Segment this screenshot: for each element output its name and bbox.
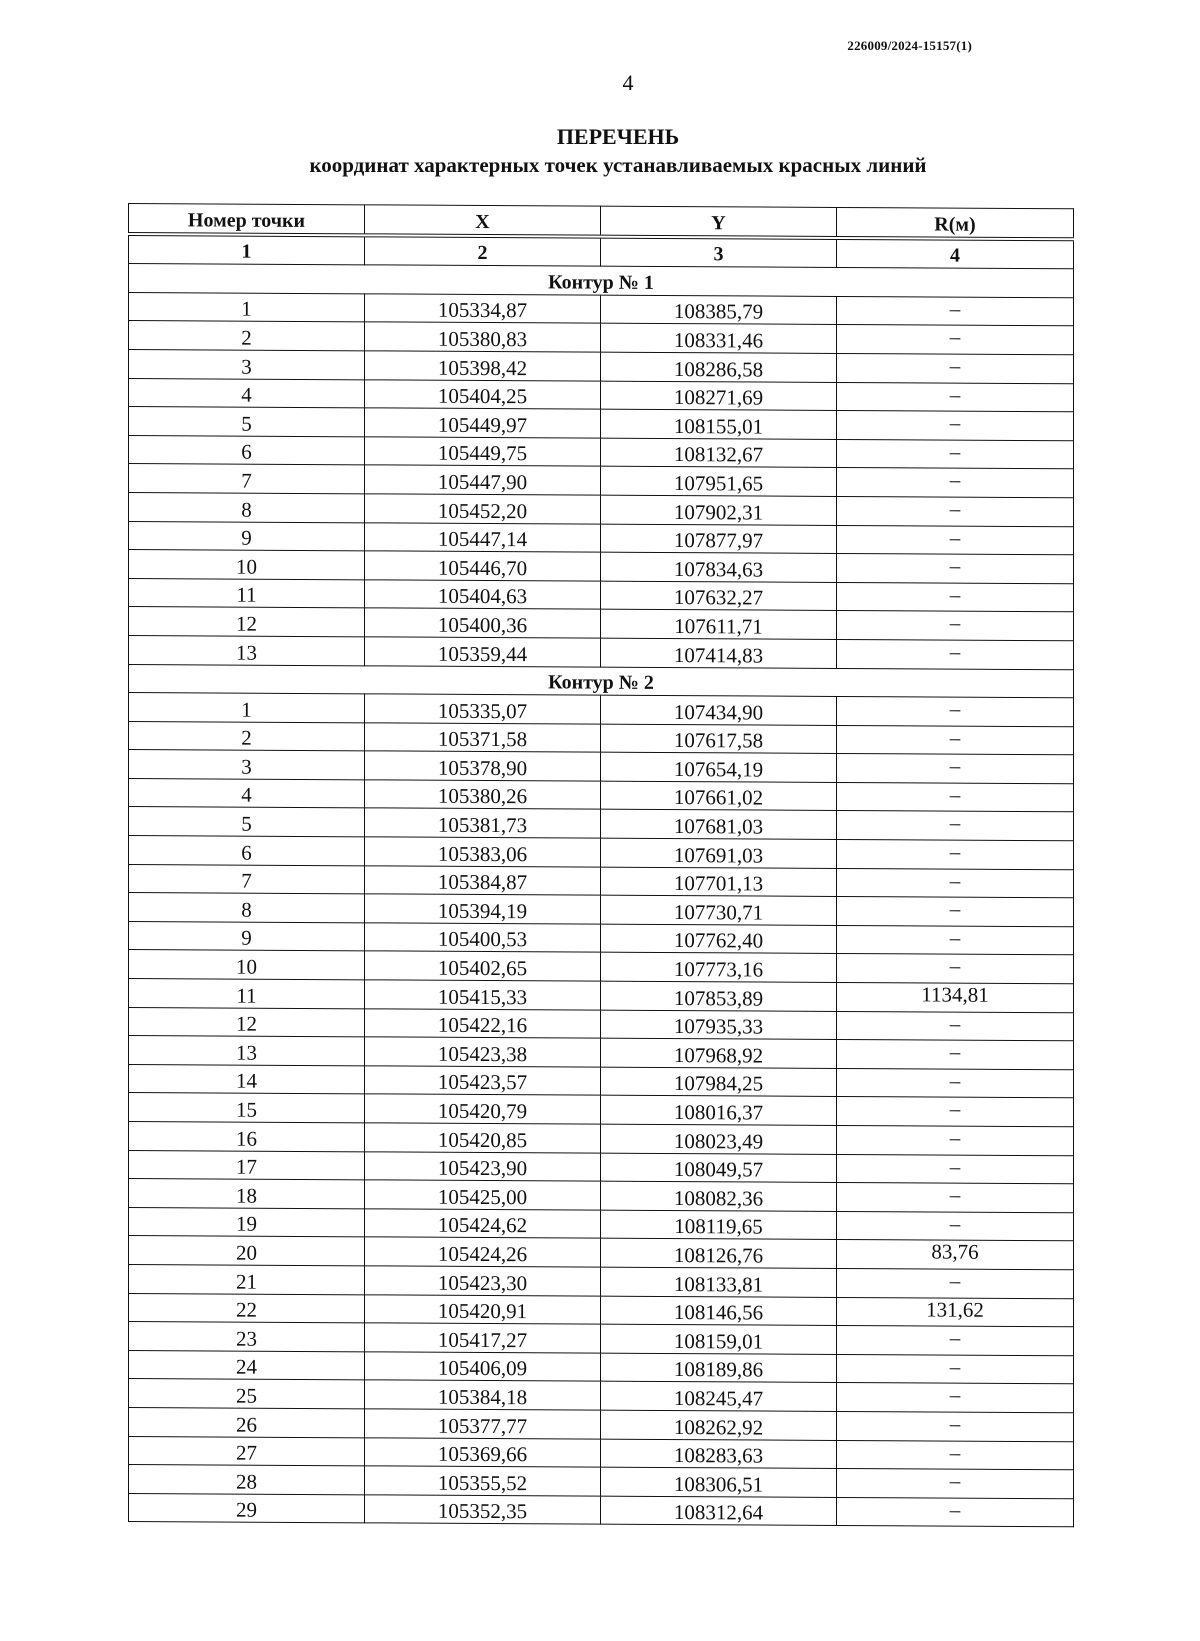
x-coordinate-cell: 105334,87 xyxy=(365,294,601,324)
x-coordinate-cell: 105415,33 xyxy=(365,980,601,1010)
radius-cell: 1134,81 xyxy=(837,982,1074,1012)
y-coordinate-cell: 108262,92 xyxy=(601,1410,837,1440)
x-coordinate-cell: 105384,18 xyxy=(365,1380,601,1410)
point-number-cell: 5 xyxy=(129,807,365,837)
x-coordinate-cell: 105447,90 xyxy=(365,465,601,495)
point-number-cell: 17 xyxy=(129,1150,365,1180)
x-coordinate-cell: 105404,25 xyxy=(365,379,601,409)
x-coordinate-cell: 105380,26 xyxy=(365,780,601,810)
x-coordinate-cell: 105335,07 xyxy=(365,694,601,724)
radius-cell: – xyxy=(837,1268,1074,1298)
point-number-cell: 13 xyxy=(129,635,365,665)
x-coordinate-cell: 105425,00 xyxy=(365,1180,601,1210)
radius-cell: – xyxy=(837,525,1074,555)
radius-cell: – xyxy=(837,468,1074,498)
radius-cell: – xyxy=(837,1068,1074,1098)
y-coordinate-cell: 107611,71 xyxy=(601,609,837,639)
point-number-cell: 11 xyxy=(129,979,365,1009)
y-coordinate-cell: 107877,97 xyxy=(601,524,837,554)
column-number: 4 xyxy=(837,238,1074,269)
point-number-cell: 15 xyxy=(129,1093,365,1123)
y-coordinate-cell: 107691,03 xyxy=(601,838,837,868)
table-body xyxy=(129,264,1074,1527)
radius-cell: – xyxy=(837,554,1074,584)
y-coordinate-cell: 107730,71 xyxy=(601,895,837,925)
y-coordinate-cell: 107951,65 xyxy=(601,466,837,496)
y-coordinate-cell: 108132,67 xyxy=(601,438,837,468)
radius-cell: – xyxy=(837,411,1074,441)
table-row xyxy=(129,1493,1074,1527)
y-coordinate-cell: 108306,51 xyxy=(601,1467,837,1497)
y-coordinate-cell: 107984,25 xyxy=(601,1067,837,1097)
radius-cell: – xyxy=(837,1469,1074,1499)
point-number-cell: 28 xyxy=(129,1465,365,1495)
point-number-cell: 7 xyxy=(129,464,365,494)
radius-cell: – xyxy=(837,954,1074,984)
point-number-cell: 10 xyxy=(129,550,365,580)
x-coordinate-cell: 105381,73 xyxy=(365,808,601,838)
radius-cell: – xyxy=(837,1154,1074,1184)
y-coordinate-cell: 107434,90 xyxy=(601,695,837,725)
y-coordinate-cell: 108245,47 xyxy=(601,1381,837,1411)
point-number-cell: 25 xyxy=(129,1379,365,1409)
x-coordinate-cell: 105447,14 xyxy=(365,522,601,552)
radius-cell: – xyxy=(837,353,1074,383)
document-number: 226009/2024-15157(1) xyxy=(847,38,972,53)
x-coordinate-cell: 105452,20 xyxy=(365,494,601,524)
point-number-cell: 10 xyxy=(129,950,365,980)
header-x: X xyxy=(365,205,601,236)
point-number-cell: 2 xyxy=(129,721,365,751)
x-coordinate-cell: 105420,85 xyxy=(365,1123,601,1153)
y-coordinate-cell: 108385,79 xyxy=(601,295,837,325)
radius-cell: – xyxy=(837,1326,1074,1356)
point-number-cell: 3 xyxy=(129,349,365,379)
y-coordinate-cell: 107773,16 xyxy=(601,953,837,983)
radius-cell: – xyxy=(837,725,1074,755)
radius-cell: – xyxy=(837,1497,1074,1527)
radius-cell: – xyxy=(837,439,1074,469)
radius-cell: – xyxy=(837,782,1074,812)
radius-cell: – xyxy=(837,296,1074,326)
x-coordinate-cell: 105371,58 xyxy=(365,723,601,753)
page-subtitle: координат характерных точек устанавливаемых красных линий xyxy=(309,153,927,177)
point-number-cell: 22 xyxy=(129,1293,365,1323)
radius-cell: – xyxy=(837,897,1074,927)
x-coordinate-cell: 105420,79 xyxy=(365,1094,601,1124)
y-coordinate-cell: 108312,64 xyxy=(601,1496,837,1526)
x-coordinate-cell: 105406,09 xyxy=(365,1352,601,1382)
radius-cell: 83,76 xyxy=(837,1240,1074,1270)
y-coordinate-cell: 108155,01 xyxy=(601,409,837,439)
y-coordinate-cell: 108119,65 xyxy=(601,1210,837,1240)
contour-label: Контур № 1 xyxy=(129,264,1074,298)
y-coordinate-cell: 107762,40 xyxy=(601,924,837,954)
y-coordinate-cell: 108133,81 xyxy=(601,1267,837,1297)
radius-cell: 131,62 xyxy=(837,1297,1074,1327)
radius-cell: – xyxy=(837,325,1074,355)
header-radius: R(м) xyxy=(837,207,1074,238)
y-coordinate-cell: 107654,19 xyxy=(601,752,837,782)
radius-cell: – xyxy=(837,754,1074,784)
x-coordinate-cell: 105352,35 xyxy=(365,1495,601,1525)
point-number-cell: 6 xyxy=(129,836,365,866)
point-number-cell: 3 xyxy=(129,750,365,780)
header-point-number: Номер точки xyxy=(129,204,365,235)
y-coordinate-cell: 107617,58 xyxy=(601,724,837,754)
radius-cell: – xyxy=(837,811,1074,841)
x-coordinate-cell: 105369,66 xyxy=(365,1437,601,1467)
y-coordinate-cell: 108082,36 xyxy=(601,1181,837,1211)
x-coordinate-cell: 105380,83 xyxy=(365,322,601,352)
x-coordinate-cell: 105417,27 xyxy=(365,1323,601,1353)
radius-cell: – xyxy=(837,1440,1074,1470)
column-number: 1 xyxy=(129,234,365,265)
y-coordinate-cell: 108049,57 xyxy=(601,1153,837,1183)
y-coordinate-cell: 107632,27 xyxy=(601,581,837,611)
radius-cell: – xyxy=(837,1011,1074,1041)
radius-cell: – xyxy=(837,639,1074,669)
radius-cell: – xyxy=(837,925,1074,955)
y-coordinate-cell: 107935,33 xyxy=(601,1010,837,1040)
radius-cell: – xyxy=(837,1383,1074,1413)
point-number-cell: 9 xyxy=(129,521,365,551)
x-coordinate-cell: 105400,36 xyxy=(365,608,601,638)
point-number-cell: 6 xyxy=(129,435,365,465)
point-number-cell: 2 xyxy=(129,321,365,351)
y-coordinate-cell: 108331,46 xyxy=(601,324,837,354)
y-coordinate-cell: 108016,37 xyxy=(601,1096,837,1126)
x-coordinate-cell: 105446,70 xyxy=(365,551,601,581)
x-coordinate-cell: 105355,52 xyxy=(365,1466,601,1496)
y-coordinate-cell: 107414,83 xyxy=(601,638,837,668)
point-number-cell: 23 xyxy=(129,1322,365,1352)
y-coordinate-cell: 107902,31 xyxy=(601,495,837,525)
point-number-cell: 27 xyxy=(129,1436,365,1466)
point-number-cell: 11 xyxy=(129,578,365,608)
x-coordinate-cell: 105394,19 xyxy=(365,894,601,924)
point-number-cell: 9 xyxy=(129,921,365,951)
point-number-cell: 5 xyxy=(129,407,365,437)
contour-label: Контур № 2 xyxy=(129,664,1074,698)
y-coordinate-cell: 108283,63 xyxy=(601,1439,837,1469)
y-coordinate-cell: 107834,63 xyxy=(601,552,837,582)
radius-cell: – xyxy=(837,582,1074,612)
point-number-cell: 4 xyxy=(129,778,365,808)
page-number: 4 xyxy=(622,70,634,95)
y-coordinate-cell: 108189,86 xyxy=(601,1353,837,1383)
point-number-cell: 14 xyxy=(129,1064,365,1094)
radius-cell: – xyxy=(837,697,1074,727)
point-number-cell: 7 xyxy=(129,864,365,894)
radius-cell: – xyxy=(837,1211,1074,1241)
x-coordinate-cell: 105422,16 xyxy=(365,1008,601,1038)
radius-cell: – xyxy=(837,868,1074,898)
column-number: 3 xyxy=(601,236,837,267)
y-coordinate-cell: 107968,92 xyxy=(601,1038,837,1068)
point-number-cell: 12 xyxy=(129,607,365,637)
y-coordinate-cell: 107661,02 xyxy=(601,781,837,811)
y-coordinate-cell: 108023,49 xyxy=(601,1124,837,1154)
x-coordinate-cell: 105402,65 xyxy=(365,951,601,981)
x-coordinate-cell: 105449,75 xyxy=(365,437,601,467)
column-number: 2 xyxy=(365,235,601,266)
x-coordinate-cell: 105377,77 xyxy=(365,1409,601,1439)
point-number-cell: 29 xyxy=(129,1493,365,1523)
x-coordinate-cell: 105420,91 xyxy=(365,1294,601,1324)
y-coordinate-cell: 108126,76 xyxy=(601,1239,837,1269)
radius-cell: – xyxy=(837,1183,1074,1213)
x-coordinate-cell: 105383,06 xyxy=(365,837,601,867)
point-number-cell: 19 xyxy=(129,1207,365,1237)
point-number-cell: 24 xyxy=(129,1350,365,1380)
point-number-cell: 12 xyxy=(129,1007,365,1037)
x-coordinate-cell: 105449,97 xyxy=(365,408,601,438)
x-coordinate-cell: 105424,62 xyxy=(365,1209,601,1239)
x-coordinate-cell: 105423,90 xyxy=(365,1151,601,1181)
point-number-cell: 1 xyxy=(129,693,365,723)
radius-cell: – xyxy=(837,840,1074,870)
radius-cell: – xyxy=(837,611,1074,641)
x-coordinate-cell: 105423,57 xyxy=(365,1066,601,1096)
point-number-cell: 18 xyxy=(129,1179,365,1209)
y-coordinate-cell: 108271,69 xyxy=(601,381,837,411)
y-coordinate-cell: 107853,89 xyxy=(601,981,837,1011)
point-number-cell: 13 xyxy=(129,1036,365,1066)
x-coordinate-cell: 105384,87 xyxy=(365,865,601,895)
page-title: ПЕРЕЧЕНЬ xyxy=(556,124,680,149)
radius-cell: – xyxy=(837,382,1074,412)
x-coordinate-cell: 105378,90 xyxy=(365,751,601,781)
y-coordinate-cell: 108286,58 xyxy=(601,352,837,382)
x-coordinate-cell: 105404,63 xyxy=(365,580,601,610)
y-coordinate-cell: 107701,13 xyxy=(601,867,837,897)
x-coordinate-cell: 105423,30 xyxy=(365,1266,601,1296)
point-number-cell: 26 xyxy=(129,1407,365,1437)
point-number-cell: 20 xyxy=(129,1236,365,1266)
point-number-cell: 1 xyxy=(129,292,365,322)
point-number-cell: 21 xyxy=(129,1264,365,1294)
x-coordinate-cell: 105424,26 xyxy=(365,1237,601,1267)
radius-cell: – xyxy=(837,1125,1074,1155)
x-coordinate-cell: 105398,42 xyxy=(365,351,601,381)
y-coordinate-cell: 108159,01 xyxy=(601,1324,837,1354)
y-coordinate-cell: 108146,56 xyxy=(601,1296,837,1326)
radius-cell: – xyxy=(837,1040,1074,1070)
point-number-cell: 8 xyxy=(129,492,365,522)
radius-cell: – xyxy=(837,1411,1074,1441)
radius-cell: – xyxy=(837,1354,1074,1384)
coordinates-table xyxy=(128,203,1074,1528)
header-y: Y xyxy=(601,206,837,237)
x-coordinate-cell: 105400,53 xyxy=(365,923,601,953)
x-coordinate-cell: 105359,44 xyxy=(365,637,601,667)
y-coordinate-cell: 107681,03 xyxy=(601,810,837,840)
point-number-cell: 8 xyxy=(129,893,365,923)
x-coordinate-cell: 105423,38 xyxy=(365,1037,601,1067)
point-number-cell: 4 xyxy=(129,378,365,408)
radius-cell: – xyxy=(837,1097,1074,1127)
radius-cell: – xyxy=(837,496,1074,526)
point-number-cell: 16 xyxy=(129,1122,365,1152)
